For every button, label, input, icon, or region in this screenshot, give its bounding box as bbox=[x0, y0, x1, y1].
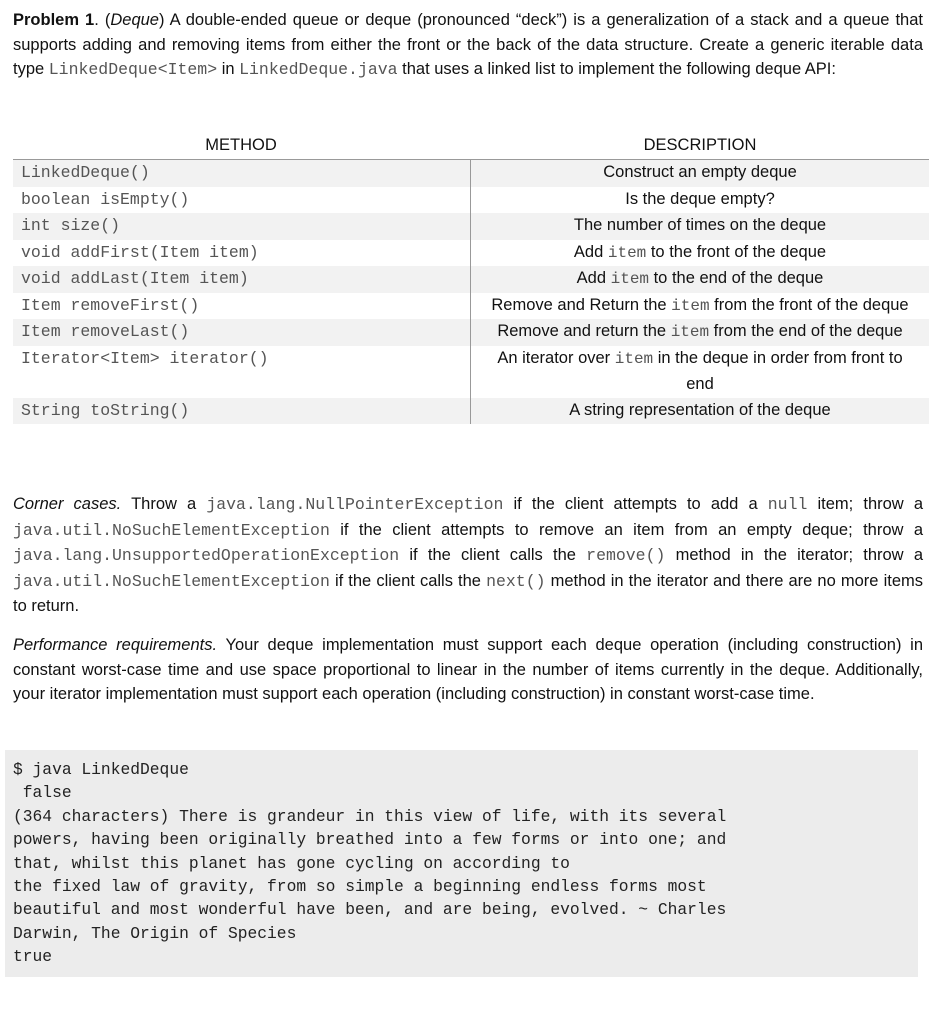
method-description bbox=[471, 187, 929, 214]
description-code: item bbox=[607, 243, 647, 262]
description-column-header: DESCRIPTION bbox=[643, 136, 757, 154]
description-text: Construct an empty deque bbox=[603, 163, 797, 181]
table-row bbox=[13, 319, 929, 346]
description-text: Add bbox=[573, 242, 608, 261]
intro-text: that uses a linked list to implement the following deque API: bbox=[397, 60, 836, 78]
table-row bbox=[13, 187, 929, 214]
console-line: false bbox=[13, 783, 72, 803]
method-signature: LinkedDeque() bbox=[13, 160, 471, 187]
exception-code: java.util.NoSuchElementException bbox=[13, 520, 330, 540]
table-header bbox=[13, 135, 929, 160]
method-description bbox=[471, 266, 929, 293]
class-name-code: LinkedDeque<Item> bbox=[48, 60, 218, 79]
description-text: from the front of the deque bbox=[709, 295, 909, 314]
method-code: next() bbox=[486, 571, 546, 591]
method-signature: void addFirst(Item item) bbox=[13, 240, 471, 267]
method-description bbox=[471, 319, 929, 346]
description-text: A string representation of the deque bbox=[569, 400, 831, 419]
performance-label: Performance requirements. bbox=[13, 636, 218, 654]
corner-cases-paragraph bbox=[13, 492, 923, 619]
console-line: that, whilst this planet has gone cycling on according to bbox=[13, 853, 570, 873]
console-line: the fixed law of gravity, from so simple a beginning endless forms most bbox=[13, 877, 707, 897]
method-signature: boolean isEmpty() bbox=[13, 187, 471, 214]
description-text: The number of times on the deque bbox=[573, 216, 827, 234]
description-text: An iterator over bbox=[497, 348, 615, 367]
intro-text: ) A double-ended queue or deque (pronounced “deck”) is a generalization of a stack and a queue that supports adding and removing items from either the front or the back of the data structure. Create a generic iterable data type bbox=[13, 11, 923, 78]
description-code: item bbox=[671, 296, 710, 315]
console-line: powers, having been originally breathed into a few forms or into one; and bbox=[13, 830, 727, 850]
intro-text-sep: . ( bbox=[94, 11, 111, 29]
description-text: to the front of the deque bbox=[646, 242, 827, 261]
method-description bbox=[471, 346, 929, 398]
method-description bbox=[471, 293, 929, 320]
description-code: item bbox=[670, 323, 710, 341]
exception-code: java.util.NoSuchElementException bbox=[13, 571, 330, 591]
console-line: true bbox=[13, 947, 53, 967]
description-code: item bbox=[610, 270, 650, 288]
corner-text: item; throw a bbox=[807, 495, 923, 513]
method-description bbox=[471, 240, 929, 267]
corner-text: Throw a bbox=[121, 495, 207, 513]
intro-paragraph bbox=[13, 8, 923, 83]
description-code: item bbox=[614, 349, 654, 368]
performance-text: Your deque implementation must support each deque operation (including construction) in constant worst-case time and use space proportional to linear in the number of items currently in the deque. Additionally, your iterator implementation must support each operation (including construction) in constant worst-case time. bbox=[13, 636, 923, 703]
method-description bbox=[471, 160, 929, 187]
table-row bbox=[13, 213, 929, 240]
problem-topic: Deque bbox=[110, 11, 159, 29]
description-text: Remove and return the bbox=[497, 322, 671, 340]
console-line: (364 characters) There is grandeur in this view of life, with its several bbox=[13, 806, 727, 826]
corner-cases-label: Corner cases. bbox=[13, 495, 122, 513]
table-row bbox=[13, 398, 929, 425]
description-text: to the end of the deque bbox=[649, 269, 824, 287]
null-code: null bbox=[767, 495, 808, 514]
exception-code: java.lang.NullPointerException bbox=[206, 495, 504, 514]
corner-text: if the client attempts to add a bbox=[503, 495, 768, 513]
method-description bbox=[471, 398, 929, 425]
corner-text: if the client calls the bbox=[399, 546, 587, 564]
problem-label: Problem 1 bbox=[13, 11, 95, 29]
intro-text: in bbox=[217, 60, 240, 78]
performance-paragraph bbox=[13, 633, 923, 707]
method-signature: void addLast(Item item) bbox=[13, 266, 471, 293]
method-column-header: METHOD bbox=[205, 136, 277, 154]
console-line: beautiful and most wonderful have been, and are being, evolved. ~ Charles bbox=[13, 900, 727, 920]
description-text: Add bbox=[576, 269, 611, 287]
description-text: Remove and Return the bbox=[491, 295, 672, 314]
description-text: from the end of the deque bbox=[709, 322, 903, 340]
api-table bbox=[13, 135, 929, 424]
console-line: $ java LinkedDeque bbox=[13, 760, 189, 779]
method-signature: Item removeFirst() bbox=[13, 293, 471, 320]
exception-code: java.lang.UnsupportedOperationException bbox=[13, 546, 400, 565]
corner-text: method in the iterator; throw a bbox=[665, 546, 924, 564]
console-output bbox=[5, 750, 918, 977]
method-signature: String toString() bbox=[13, 398, 471, 425]
description-text: in the deque in order from front to end bbox=[653, 348, 903, 393]
table-row bbox=[13, 293, 929, 320]
method-signature: int size() bbox=[13, 213, 471, 240]
table-row bbox=[13, 266, 929, 293]
console-line: Darwin, The Origin of Species bbox=[13, 923, 297, 943]
description-text: Is the deque empty? bbox=[625, 189, 775, 208]
table-row bbox=[13, 240, 929, 267]
method-signature: Item removeLast() bbox=[13, 319, 471, 346]
corner-text: method in the iterator and there are no more items to return. bbox=[13, 571, 923, 615]
method-signature: Iterator<Item> iterator() bbox=[13, 346, 471, 398]
file-name-code: LinkedDeque.java bbox=[239, 60, 398, 79]
table-row bbox=[13, 346, 929, 398]
table-body bbox=[13, 160, 929, 424]
method-description bbox=[471, 213, 929, 240]
corner-text: if the client calls the bbox=[329, 571, 487, 590]
table-row bbox=[13, 160, 929, 187]
method-code: remove() bbox=[586, 546, 666, 565]
corner-text: if the client attempts to remove an item from an empty deque; throw a bbox=[329, 520, 923, 539]
